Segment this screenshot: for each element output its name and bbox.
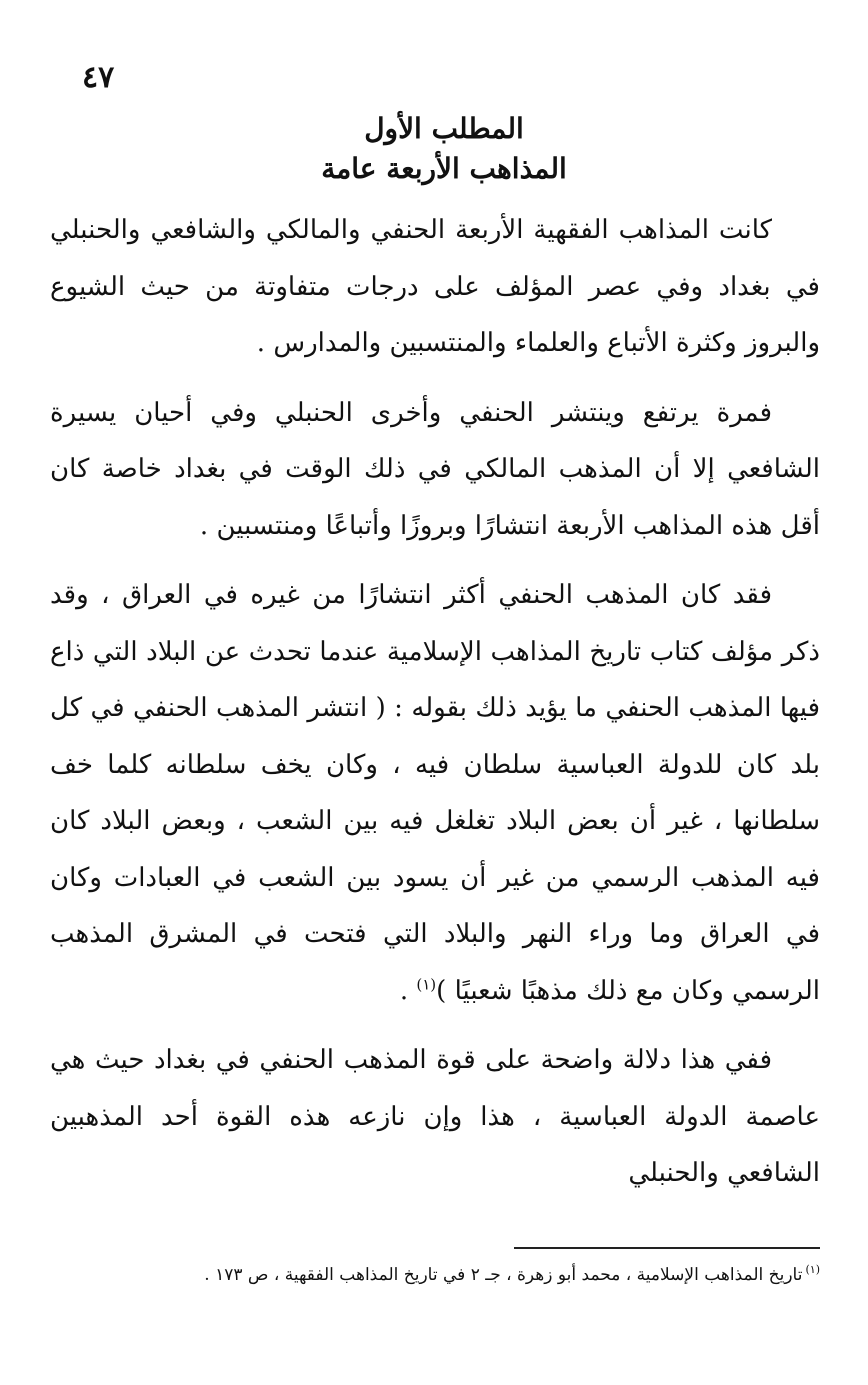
footnote-reference: (١) <box>416 974 437 993</box>
paragraph-3 <box>50 567 820 1019</box>
section-heading: المطلب الأول <box>364 112 524 145</box>
footnote-divider <box>514 1247 820 1249</box>
paragraph-1: كانت المذاهب الفقهية الأربعة الحنفي والمالكي والشافعي والحنبلي في بغداد وفي عصر المؤلف على درجات متفاوتة من حيث الشيوع والبروز وكثرة الأتباع والعلماء والمنتسبين والمدارس . <box>50 215 820 358</box>
paragraph-3-end: . <box>399 975 417 1006</box>
body-text <box>50 202 820 1202</box>
section-title: المذاهب الأربعة عامة <box>321 152 567 185</box>
footnote-text: تاريخ المذاهب الإسلامية ، محمد أبو زهرة ، جـ ٢ في تاريخ المذاهب الفقهية ، ص ١٧٣ . <box>204 1265 803 1285</box>
footnote-marker: (١) <box>805 1263 820 1277</box>
paragraph-3-text: فقد كان المذهب الحنفي أكثر انتشارًا من غيره في العراق ، وقد ذكر مؤلف كتاب تاريخ المذاهب الإسلامية عندما تحدث عن البلاد التي ذاع فيها المذهب الحنفي ما يؤيد ذلك بقوله : ( انتشر المذهب الحنفي في كل بلد كان للدولة العباسية سلطان فيه ، وكان يخف سلطانه كلما خف سلطانها ، غير أن بعض البلاد تغلغل فيه بين الشعب ، وبعض البلاد كان فيه المذهب الرسمي من غير أن يسود بين الشعب في العبادات وكان في العراق وما وراء النهر والبلاد التي فتحت في المشرق المذهب الرسمي وكان مع ذلك مذهبًا شعبيًا ) <box>50 580 821 1006</box>
paragraph-4: ففي هذا دلالة واضحة على قوة المذهب الحنفي في بغداد حيث هي عاصمة الدولة العباسية ، هذا وإن نازعه هذه القوة أحد المذهبين الشافعي والحنبلي <box>50 1045 820 1188</box>
paragraph-2: فمرة يرتفع وينتشر الحنفي وأخرى الحنبلي وفي أحيان يسيرة الشافعي إلا أن المذهب المالكي في ذلك الوقت في بغداد خاصة كان أقل هذه المذاهب الأربعة انتشارًا وبروزًا وأتباعًا ومنتسبين . <box>50 397 820 541</box>
page-number: ٤٧ <box>82 60 115 95</box>
footnote <box>50 1262 820 1288</box>
